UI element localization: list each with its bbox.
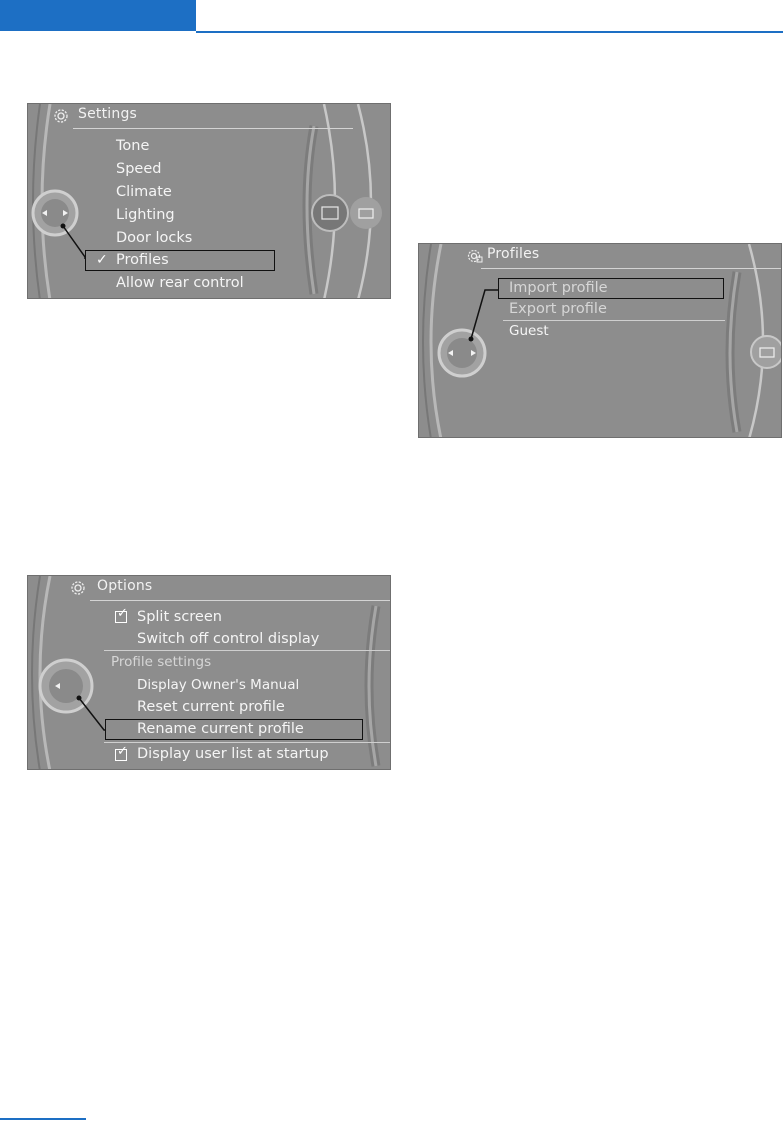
section-heading-profile-settings: Profile settings xyxy=(111,654,212,670)
settings-title: Settings xyxy=(78,106,138,122)
menu-item-tone[interactable]: Tone xyxy=(116,138,150,154)
settings-media-knob-icon[interactable] xyxy=(312,195,382,231)
menu-item-export-profile[interactable]: Export profile xyxy=(509,301,607,317)
checkmark-icon: ✓ xyxy=(96,252,108,268)
menu-item-lighting[interactable]: Lighting xyxy=(116,207,175,223)
menu-item-split-screen[interactable]: Split screen xyxy=(137,609,222,625)
gear-icon xyxy=(53,108,69,124)
menu-item-rename-current-profile[interactable]: Rename current profile xyxy=(137,721,304,737)
controller-knob-icon[interactable] xyxy=(40,660,92,712)
profiles-screen xyxy=(418,243,782,438)
menu-item-reset-current-profile[interactable]: Reset current profile xyxy=(137,699,285,715)
selection-highlight xyxy=(85,250,275,271)
header-rule xyxy=(196,31,783,33)
title-rule xyxy=(481,268,782,269)
settings-screen xyxy=(27,103,391,299)
menu-item-display-user-list-at-startup[interactable]: Display user list at startup xyxy=(137,746,329,762)
profiles-media-knob-icon[interactable] xyxy=(751,336,782,368)
checkbox-icon[interactable]: ✓ xyxy=(117,606,128,621)
checkbox-icon[interactable]: ✓ xyxy=(117,744,128,759)
menu-item-switch-off-control-display[interactable]: Switch off control display xyxy=(137,631,320,647)
separator xyxy=(104,742,390,743)
separator xyxy=(104,650,390,651)
options-screen-decoration xyxy=(28,576,391,770)
menu-item-door-locks[interactable]: Door locks xyxy=(116,230,193,246)
footer-rule xyxy=(0,1118,86,1120)
options-screen xyxy=(27,575,391,770)
menu-item-guest[interactable]: Guest xyxy=(509,323,549,339)
profiles-screen-decoration xyxy=(419,244,782,438)
controller-knob-icon[interactable] xyxy=(439,330,485,376)
profile-gear-icon xyxy=(467,248,483,264)
menu-item-climate[interactable]: Climate xyxy=(116,184,172,200)
menu-item-import-profile[interactable]: Import profile xyxy=(509,280,608,296)
menu-item-speed[interactable]: Speed xyxy=(116,161,162,177)
options-title: Options xyxy=(97,578,153,594)
title-rule xyxy=(73,128,353,129)
controller-knob-icon[interactable] xyxy=(33,191,77,235)
menu-item-allow-rear-control[interactable]: Allow rear control xyxy=(116,275,244,291)
gear-icon xyxy=(70,580,86,596)
menu-item-display-owners-manual[interactable]: Display Owner's Manual xyxy=(137,677,300,693)
title-rule xyxy=(90,600,391,601)
header-accent-bar xyxy=(0,0,196,31)
menu-item-profiles[interactable]: Profiles xyxy=(116,252,169,268)
profiles-title: Profiles xyxy=(487,246,540,262)
